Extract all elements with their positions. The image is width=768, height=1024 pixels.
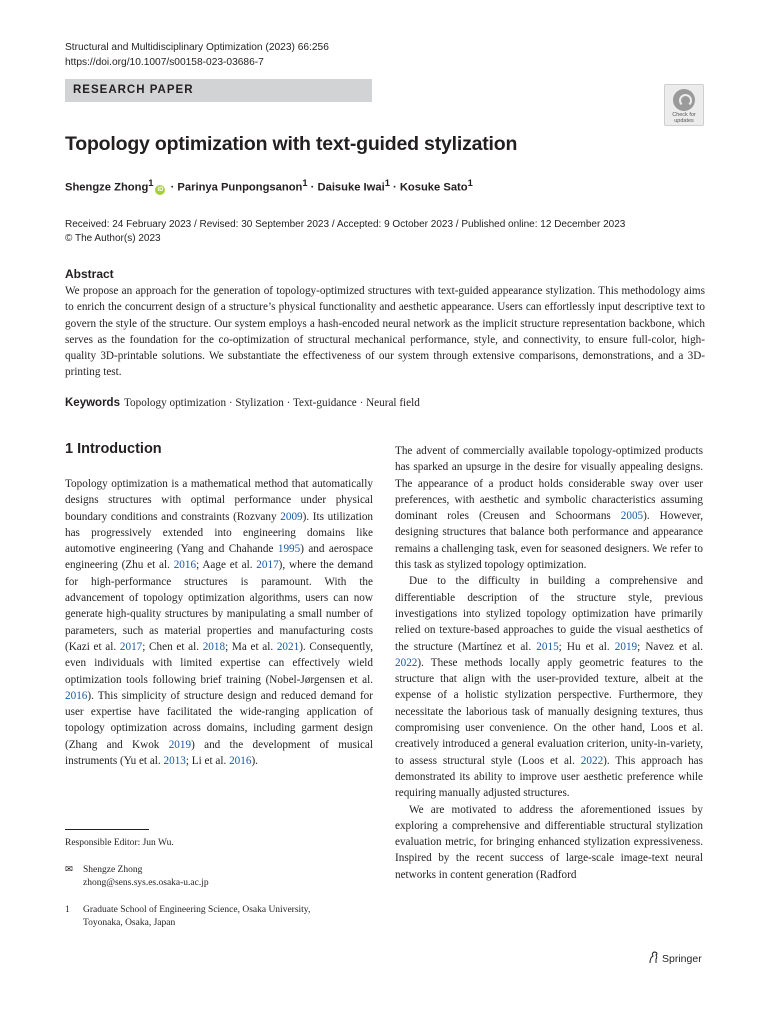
abstract-text: We propose an approach for the generation of topology-optimized structures with text-guided appearance stylization. This methodology aims to enrich the concurrent design of a structure’s physical functionality and aesthetic appearance. Users can effortlessly input descriptive text to govern the style of the structure. Our system employs a hash-encoded neural network as the implicit structure representation backbone, which serves as the foundation for the co-optimization of structural mechanical performance, style, and connectivity, to ensure full-color, high-quality 3D-printable solutions. We substantiate the effectiveness of our system through extensive comparisons, demonstrations, and a 3D-printing test.	[65, 285, 705, 379]
author-4-affil: 1	[467, 178, 473, 188]
check-for-updates-button[interactable]	[664, 84, 704, 126]
intro-left-column	[65, 476, 373, 769]
check-updates-label-2: updates	[674, 118, 694, 124]
springer-horse-icon	[648, 951, 659, 964]
affiliation-line-1: Graduate School of Engineering Science, Osaka University,	[83, 905, 311, 915]
publisher-logo	[648, 951, 702, 965]
intro-right-column	[395, 443, 703, 883]
author-2[interactable]: · Parinya Punpongsanon	[167, 181, 303, 194]
citation-link[interactable]: 2021	[276, 640, 300, 653]
affiliation-number: 1	[65, 905, 70, 915]
history-dates: Received: 24 February 2023 / Revised: 30 September 2023 / Accepted: 9 October 2023 / Published online: 12 December 2023	[65, 219, 626, 230]
footnote-divider	[65, 829, 149, 830]
copyright-line: © The Author(s) 2023	[65, 233, 161, 244]
journal-citation: Structural and Multidisciplinary Optimization (2023) 66:256	[65, 42, 329, 53]
check-updates-label-1: Check for	[672, 112, 696, 118]
keywords-text: Topology optimization · Stylization · Text-guidance · Neural field	[123, 397, 420, 409]
citation-link[interactable]: 1995	[277, 543, 301, 556]
author-3[interactable]: · Daisuke Iwai	[307, 181, 385, 194]
citation-link[interactable]: 2005	[620, 510, 644, 523]
author-1[interactable]: Shengze Zhong	[65, 181, 149, 194]
citation-link[interactable]: 2016	[65, 689, 88, 702]
citation-link[interactable]: 2019	[168, 738, 192, 751]
citation-link[interactable]: 2019	[614, 640, 638, 653]
paper-title: Topology optimization with text-guided stylization	[65, 133, 518, 155]
citation-link[interactable]: 2022	[395, 656, 418, 669]
check-updates-icon	[673, 89, 695, 111]
contact-email[interactable]: zhong@sens.sys.es.osaka-u.ac.jp	[83, 878, 209, 888]
author-4[interactable]: · Kosuke Sato	[389, 181, 468, 194]
section-heading-introduction: 1 Introduction	[65, 441, 162, 457]
affiliation-line-2: Toyonaka, Osaka, Japan	[83, 918, 176, 928]
contact-name: Shengze Zhong	[83, 865, 143, 875]
abstract-heading: Abstract	[65, 267, 114, 281]
article-type-banner: RESEARCH PAPER	[65, 79, 372, 102]
intro-paragraph-1: Topology optimization is a mathematical method that automatically designs structures with optimal performance under physical boundary conditions and constraints (Rozvany 2009). Its utilization has progressively extended into engineering domains like automotive engineering (Yang and Chahande 1995) and aerospace engineering (Zhu et al. 2016; Aage et al. 2017), where the demand for high-performance structures is paramount. With the advancement of topology optimization algorithms, users can now generate high-quality structures by manipulating a small number of parameters, such as material properties and manufacturing costs (Kazi et al. 2017; Chen et al. 2018; Ma et al. 2021). Consequently, even individuals with limited expertise can effectively wield optimization tools following brief training (Nobel-Jørgensen et al. 2016). This simplicity of structure design and reduced demand for user expertise have facilitated the wide-ranging application of topology optimization across domains, including garment design (Zhang and Kwok 2019) and the development of musical instruments (Yu et al. 2013; Li et al. 2016).	[65, 478, 374, 768]
intro-paragraph-3: Due to the difficulty in building a comprehensive and differentiable description of the structure style, previous investigations into stylized topology optimization have primarily relied on texture-based approaches to guide the visual aesthetics of the structure (Martínez et al. 2015; Hu et al. 2019; Navez et al. 2022). These methods locally apply geometric features to the structure that align with the user-provided texture, albeit at the expense of a holistic stylization perspective. Furthermore, they necessitate the laborious task of manually designing textures, thus compromising user convenience. On the other hand, Loos et al. creatively introduced a general evaluation criterion, unity-in-variety, to assess structural style (Loos et al. 2022). This approach has demonstrated its ability to improve user aesthetic preference while requiring manually adjusted structures.	[395, 575, 704, 800]
intro-paragraph-2: The advent of commercially available topology-optimized products has sparked an upsurge in the desire for visually appealing designs. The appearance of a product holds considerable sway over user preferences, with aesthetic and symbolic characteristics assuming dominant roles (Creusen and Schoormans 2005). However, designing structures that balance both performance and appearance remains a challenging task, even for seasoned designers. We refer to this task as stylized topology optimization.	[395, 445, 703, 572]
orcid-icon[interactable]: iD	[157, 186, 164, 193]
doi-link[interactable]: https://doi.org/10.1007/s00158-023-03686-7	[65, 57, 264, 68]
citation-link[interactable]: 2017	[119, 640, 143, 653]
keywords-label: Keywords	[65, 397, 120, 409]
publisher-name: Springer	[662, 953, 702, 965]
citation-link[interactable]: 2018	[202, 640, 226, 653]
intro-paragraph-4: We are motivated to address the aforementioned issues by exploring a comprehensive and differentiable structural stylization evaluation metric, for bringing enhanced stylization expressiveness. Inspired by the recent success of large-scale image-text neural networks in content generation (Radford	[395, 803, 703, 881]
author-list	[65, 178, 473, 195]
author-3-affil: 1	[384, 178, 390, 188]
email-icon: ✉	[65, 865, 73, 875]
citation-link[interactable]: 2009	[280, 510, 303, 523]
citation-link[interactable]: 2015	[536, 640, 559, 653]
author-1-affil: 1	[148, 178, 154, 188]
citation-link[interactable]: 2022	[580, 754, 604, 767]
citation-link[interactable]: 2016	[173, 559, 197, 572]
journal-header	[65, 40, 329, 70]
responsible-editor: Responsible Editor: Jun Wu.	[65, 838, 174, 848]
publication-dates	[65, 218, 625, 246]
citation-link[interactable]: 2013	[163, 755, 186, 768]
author-2-affil: 1	[302, 178, 308, 188]
keywords-line	[65, 397, 420, 409]
citation-link[interactable]: 2017	[256, 559, 279, 572]
citation-link[interactable]: 2016	[229, 755, 252, 768]
